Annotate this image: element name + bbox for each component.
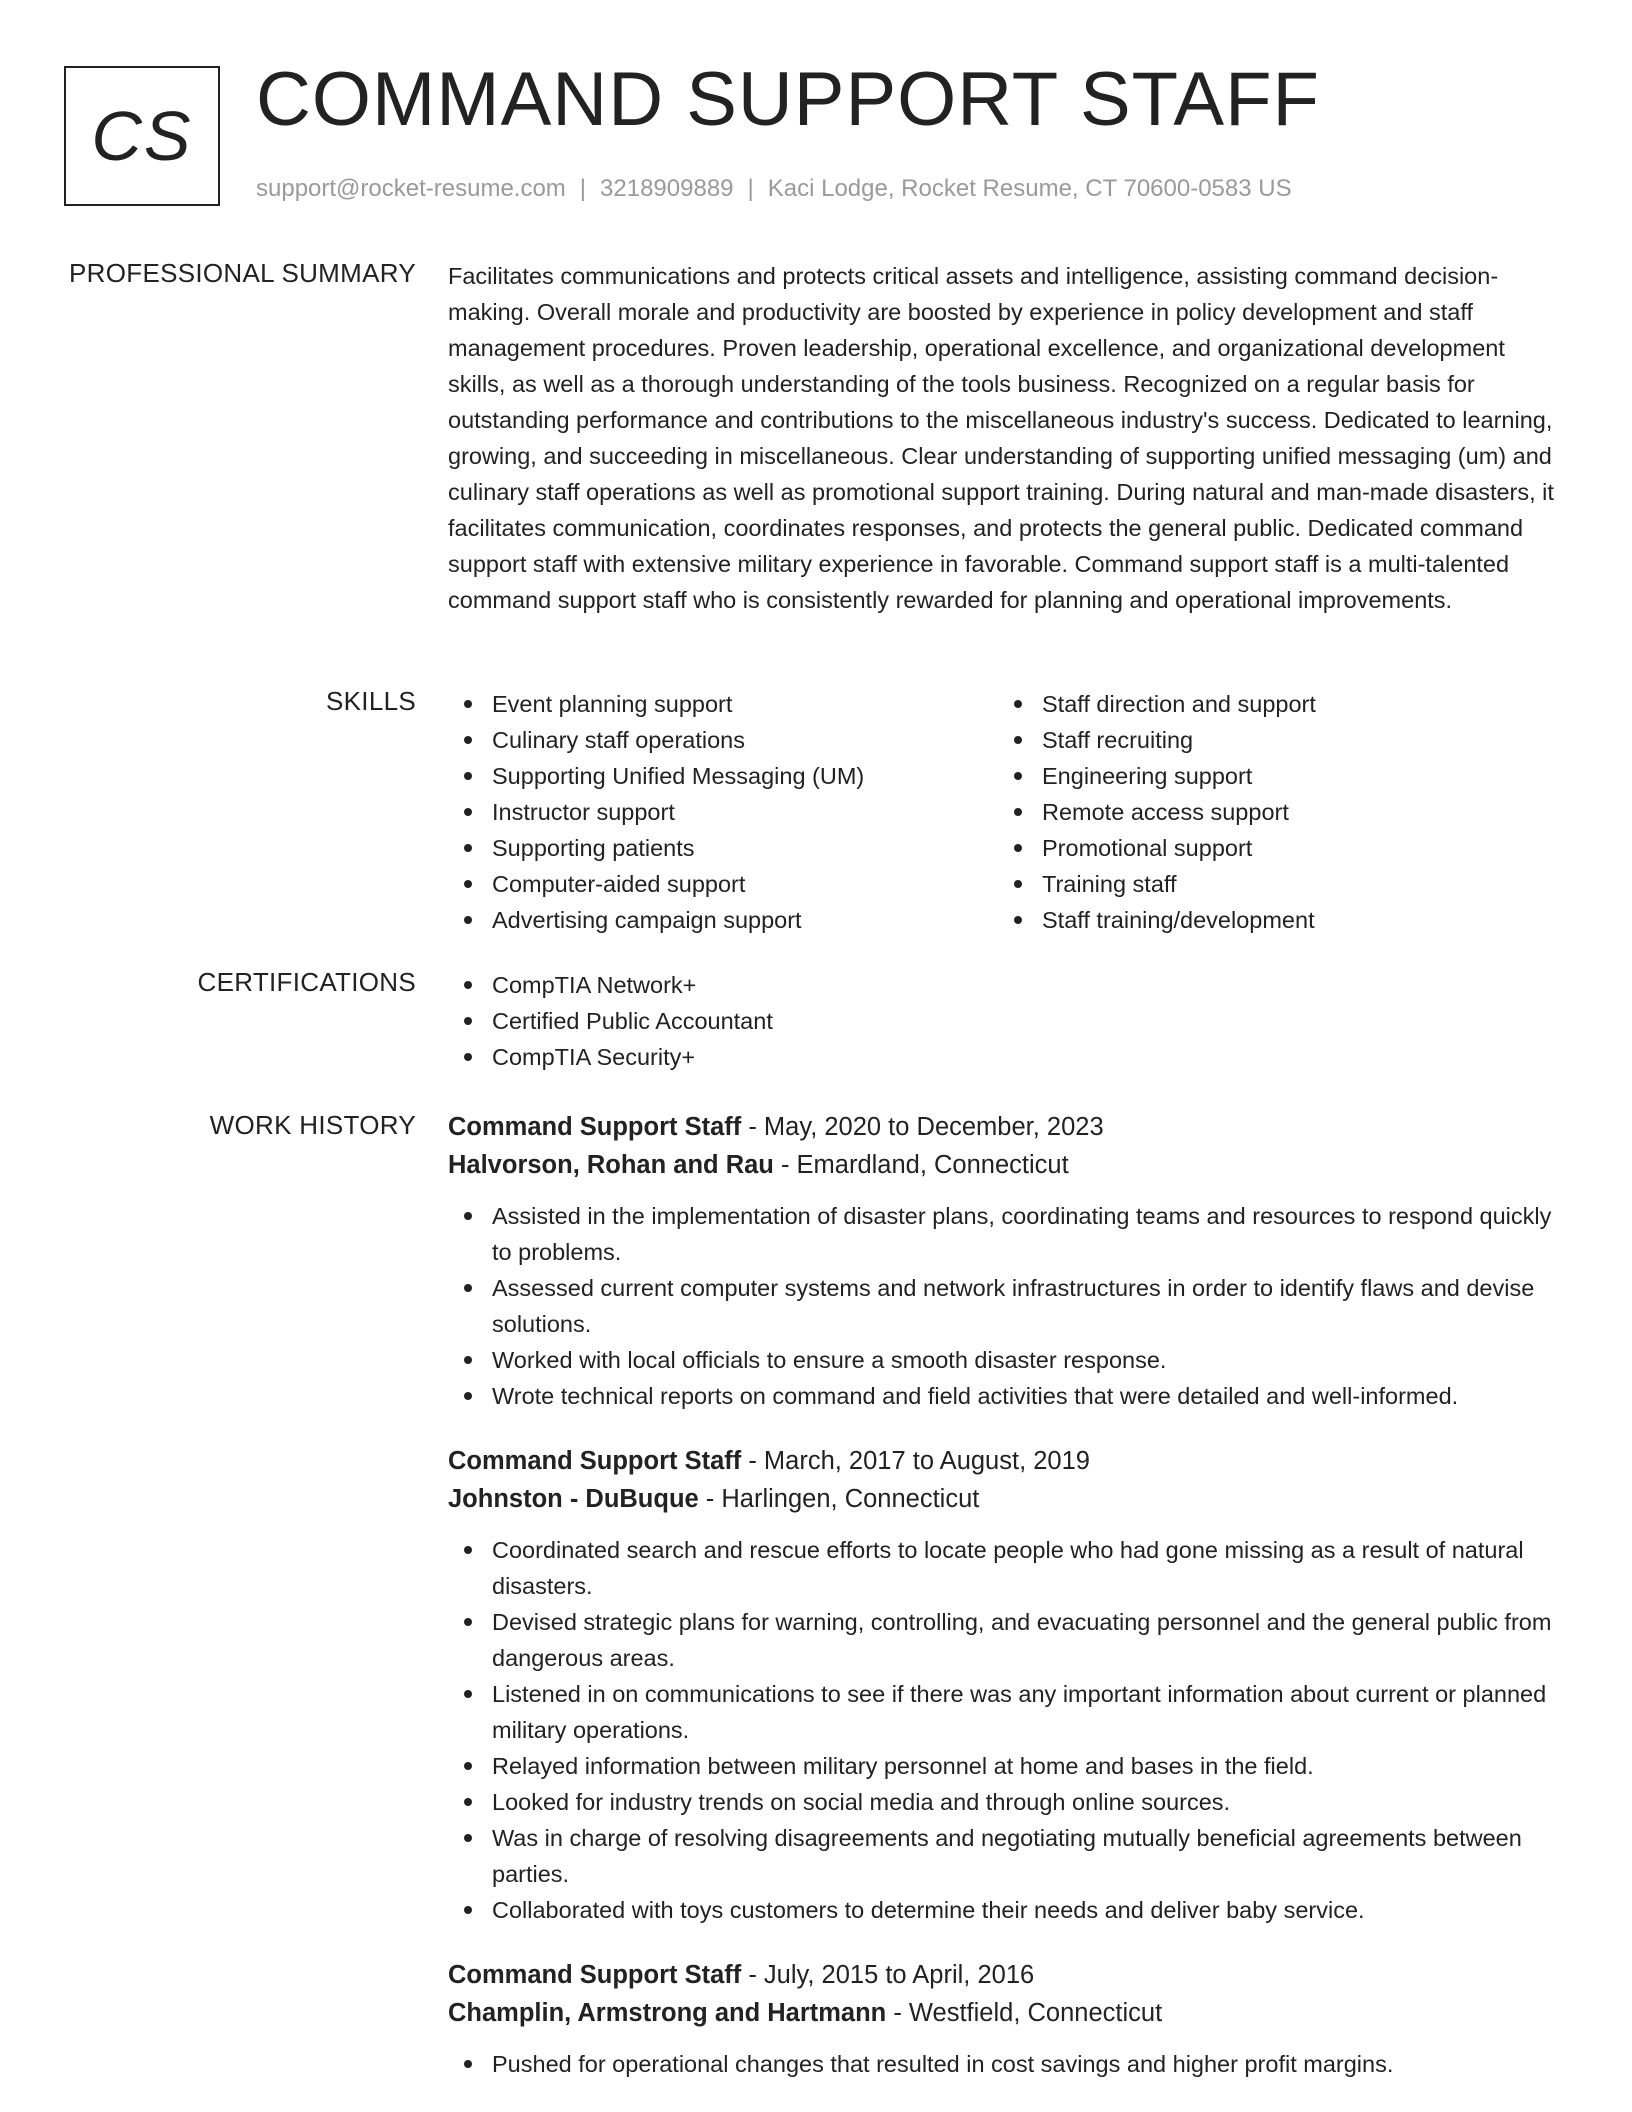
job-title-line — [448, 1956, 1568, 1994]
contact-line — [256, 175, 1292, 203]
contact-separator: | — [747, 175, 754, 202]
job-title-line — [448, 1442, 1568, 1480]
job-company-line — [448, 1994, 1568, 2032]
skill-item: Advertising campaign support — [448, 902, 998, 938]
job-bullet: Coordinated search and rescue efforts to locate people who had gone missing as a result of natural disasters. — [448, 1532, 1568, 1604]
job-title: Command Support Staff — [448, 1961, 742, 1989]
certifications-list — [448, 967, 1568, 1075]
monogram-initials: CS — [64, 66, 220, 206]
skills-list-right — [998, 686, 1548, 938]
skill-item: Promotional support — [998, 830, 1548, 866]
job-company-line — [448, 1146, 1568, 1184]
job-company-line — [448, 1480, 1568, 1518]
contact-email: support@rocket-resume.com — [256, 175, 566, 202]
skill-item: Staff recruiting — [998, 722, 1548, 758]
job-bullet: Assessed current computer systems and network infrastructures in order to identify flaws and devise solutions. — [448, 1270, 1568, 1342]
job-entry — [448, 1442, 1568, 1928]
skill-item: Engineering support — [998, 758, 1548, 794]
job-bullet: Collaborated with toys customers to determine their needs and deliver baby service. — [448, 1892, 1568, 1928]
job-company: Johnston - DuBuque — [448, 1485, 699, 1513]
contact-address: Kaci Lodge, Rocket Resume, CT 70600-0583 US — [767, 175, 1292, 202]
job-location: - Harlingen, Connecticut — [698, 1485, 980, 1513]
skill-item: Supporting patients — [448, 830, 998, 866]
job-dates: - July, 2015 to April, 2016 — [741, 1961, 1035, 1989]
job-company: Champlin, Armstrong and Hartmann — [448, 1999, 887, 2027]
job-company: Halvorson, Rohan and Rau — [448, 1151, 774, 1179]
skill-item: Remote access support — [998, 794, 1548, 830]
skill-item: Supporting Unified Messaging (UM) — [448, 758, 998, 794]
job-title-line — [448, 1108, 1568, 1146]
contact-separator: | — [579, 175, 587, 202]
candidate-name: COMMAND SUPPORT STAFF — [256, 57, 1320, 142]
certification-item: CompTIA Security+ — [448, 1039, 1568, 1075]
skills-list-left — [448, 686, 998, 938]
jobs-container — [448, 1108, 1568, 2110]
skill-item: Staff direction and support — [998, 686, 1548, 722]
job-dates: - March, 2017 to August, 2019 — [741, 1447, 1090, 1475]
certification-item: Certified Public Accountant — [448, 1003, 1568, 1039]
job-bullets — [448, 1198, 1568, 1414]
section-label-work-history: WORK HISTORY — [209, 1110, 416, 1140]
section-label-certifications: CERTIFICATIONS — [197, 967, 416, 997]
job-entry — [448, 1108, 1568, 1414]
certification-item: CompTIA Network+ — [448, 967, 1568, 1003]
job-bullet: Listened in on communications to see if there was any important information about current or planned military operations. — [448, 1676, 1568, 1748]
job-entry — [448, 1956, 1568, 2082]
job-title: Command Support Staff — [448, 1113, 742, 1141]
job-bullet: Assisted in the implementation of disaster plans, coordinating teams and resources to respond quickly to problems. — [448, 1198, 1568, 1270]
section-label-skills: SKILLS — [326, 686, 416, 716]
job-bullets — [448, 1532, 1568, 1928]
section-label-summary: PROFESSIONAL SUMMARY — [69, 258, 416, 288]
job-bullet: Pushed for operational changes that resulted in cost savings and higher profit margins. — [448, 2046, 1568, 2082]
skill-item: Instructor support — [448, 794, 998, 830]
skill-item: Staff training/development — [998, 902, 1548, 938]
job-bullet: Devised strategic plans for warning, controlling, and evacuating personnel and the general public from dangerous areas. — [448, 1604, 1568, 1676]
job-bullet: Relayed information between military personnel at home and bases in the field. — [448, 1748, 1568, 1784]
job-title: Command Support Staff — [448, 1447, 742, 1475]
job-bullet: Worked with local officials to ensure a smooth disaster response. — [448, 1342, 1568, 1378]
summary-text: Facilitates communications and protects critical assets and intelligence, assisting command decision-making. Overall morale and productivity are boosted by experience in policy development and staff management procedures. Proven leadership, operational excellence, and organizational development skills, as well as a thorough understanding of the tools business. Recognized on a regular basis for outstanding performance and contributions to the miscellaneous industry's success. Dedicated to learning, growing, and succeeding in miscellaneous. Clear understanding of supporting unified messaging (um) and culinary staff operations as well as promotional support training. During natural and man-made disasters, it facilitates communication, coordinates responses, and protects the general public. Dedicated command support staff with extensive military experience in favorable. Command support staff is a multi-talented command support staff who is consistently rewarded for planning and operational improvements. — [448, 263, 1554, 613]
job-bullet: Looked for industry trends on social media and through online sources. — [448, 1784, 1568, 1820]
job-location: - Emardland, Connecticut — [773, 1151, 1069, 1179]
job-location: - Westfield, Connecticut — [886, 1999, 1163, 2027]
job-bullets — [448, 2046, 1568, 2082]
skill-item: Computer-aided support — [448, 866, 998, 902]
job-dates: - May, 2020 to December, 2023 — [741, 1113, 1104, 1141]
job-bullet: Wrote technical reports on command and field activities that were detailed and well-informed. — [448, 1378, 1568, 1414]
contact-phone: 3218909889 — [600, 175, 734, 202]
skill-item: Culinary staff operations — [448, 722, 998, 758]
skill-item: Training staff — [998, 866, 1548, 902]
job-bullet: Was in charge of resolving disagreements and negotiating mutually beneficial agreements between parties. — [448, 1820, 1568, 1892]
skill-item: Event planning support — [448, 686, 998, 722]
